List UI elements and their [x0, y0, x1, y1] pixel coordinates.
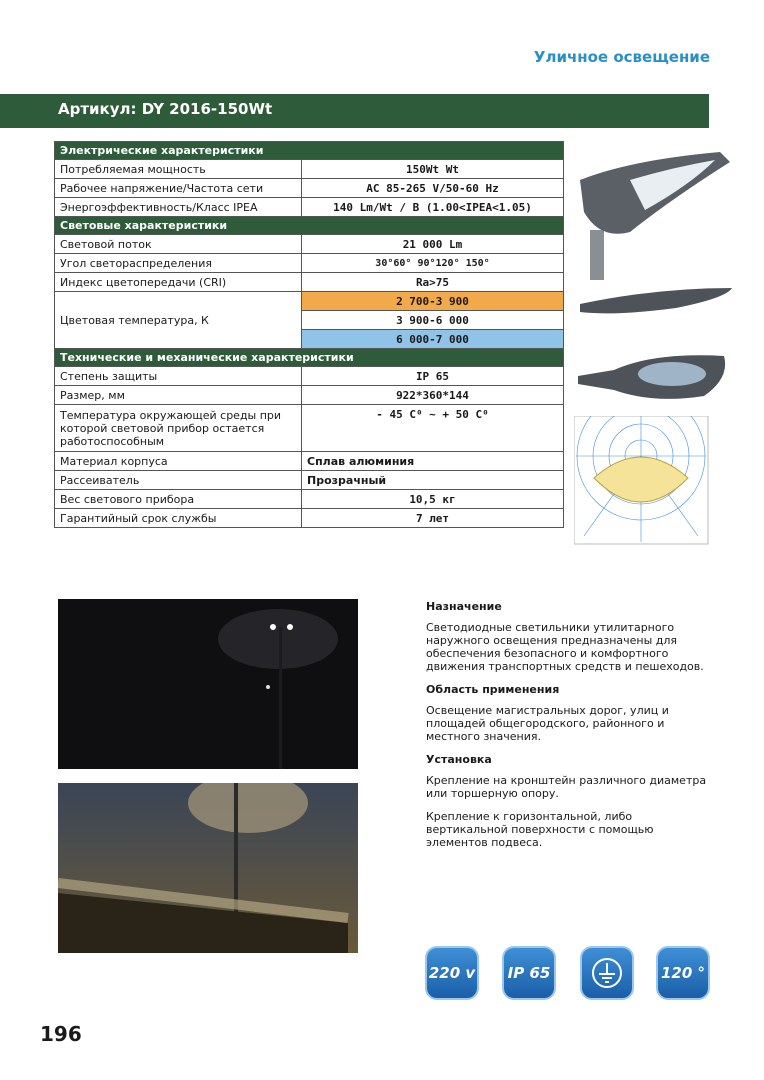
table-row [55, 292, 564, 311]
angle-label: 120 ° [660, 964, 706, 982]
spec-key: Энергоэффективность/Класс IPEA [55, 198, 302, 217]
spec-value: 922*360*144 [302, 386, 564, 405]
spec-key: Потребляемая мощность [55, 160, 302, 179]
luminaire-image-angle [570, 140, 740, 280]
ip-label: IP 65 [507, 964, 551, 982]
photo-street-night-fog [58, 599, 358, 769]
photo-street-night-fence [58, 783, 358, 953]
spec-value: 150Wt Wt [302, 160, 564, 179]
spec-value: 140 Lm/Wt / B (1.00<IPEA<1.05) [302, 198, 564, 217]
spec-key: Вес светового прибора [55, 490, 302, 509]
section-light: Световые характеристики [55, 217, 564, 235]
table-row [55, 254, 564, 273]
article-title: Артикул: DY 2016-150Wt [58, 100, 273, 118]
spec-key: Угол светораспределения [55, 254, 302, 273]
ground-icon [590, 956, 624, 990]
table-row [55, 179, 564, 198]
voltage-label: 220 v [428, 964, 476, 982]
install-text-2: Крепление к горизонтальной, либо вертикальной поверхности с помощью элементов подвеса. [426, 810, 654, 849]
install-text-1: Крепление на кронштейн различного диаметра или торшерную опору. [426, 774, 707, 800]
install-title: Установка [426, 753, 492, 766]
spec-key: Температура окружающей среды при которой световой прибор остается работоспособным [55, 405, 302, 452]
spec-key: Гарантийный срок службы [55, 509, 302, 528]
spec-key: Рассеиватель [55, 471, 302, 490]
purpose-text: Светодиодные светильники утилитарного наружного освещения предназначены для обеспечения безопасного и комфортного движения транспортных средств и пешеходов. [426, 621, 704, 673]
spec-value: - 45 C⁰ ~ + 50 C⁰ [302, 405, 564, 452]
table-row [55, 235, 564, 254]
spec-value: IP 65 [302, 367, 564, 386]
voltage-badge [425, 946, 479, 1000]
angle-badge [656, 946, 710, 1000]
section-electrical: Электрические характеристики [55, 142, 564, 160]
table-row [55, 198, 564, 217]
table-row [55, 386, 564, 405]
spec-key: Цветовая температура, К [55, 292, 302, 349]
color-temp-neutral: 3 900-6 000 [302, 311, 564, 330]
spec-key: Материал корпуса [55, 452, 302, 471]
spec-value: 21 000 Lm [302, 235, 564, 254]
table-row [55, 273, 564, 292]
spec-table [54, 141, 564, 528]
table-row [55, 405, 564, 452]
scope-title: Область применения [426, 683, 560, 696]
ground-badge [580, 946, 634, 1000]
spec-value: 30°60° 90°120° 150° [302, 254, 564, 273]
ip-badge [502, 946, 556, 1000]
luminaire-image-bottom [574, 348, 734, 408]
luminaire-image-side [576, 282, 736, 322]
table-row [55, 509, 564, 528]
spec-value: Ra>75 [302, 273, 564, 292]
table-row [55, 490, 564, 509]
section-tech: Технические и механические характеристики [55, 349, 564, 367]
spec-value: 10,5 кг [302, 490, 564, 509]
spec-value: 7 лет [302, 509, 564, 528]
description [426, 600, 716, 859]
spec-key: Степень защиты [55, 367, 302, 386]
spec-value: Сплав алюминия [302, 452, 564, 471]
spec-key: Размер, мм [55, 386, 302, 405]
table-row [55, 160, 564, 179]
table-row [55, 471, 564, 490]
spec-key: Световой поток [55, 235, 302, 254]
page-number: 196 [40, 1022, 82, 1046]
category-title: Уличное освещение [533, 48, 710, 66]
scope-text: Освещение магистральных дорог, улиц и площадей общегородского, районного и местного значения. [426, 704, 669, 743]
spec-key: Индекс цветопередачи (CRI) [55, 273, 302, 292]
table-row [55, 367, 564, 386]
spec-value: AC 85-265 V/50-60 Hz [302, 179, 564, 198]
polar-diagram [574, 416, 712, 548]
color-temp-cold: 6 000-7 000 [302, 330, 564, 349]
table-row [55, 452, 564, 471]
spec-key: Рабочее напряжение/Частота сети [55, 179, 302, 198]
spec-value: Прозрачный [302, 471, 564, 490]
color-temp-warm: 2 700-3 900 [302, 292, 564, 311]
purpose-title: Назначение [426, 600, 502, 613]
